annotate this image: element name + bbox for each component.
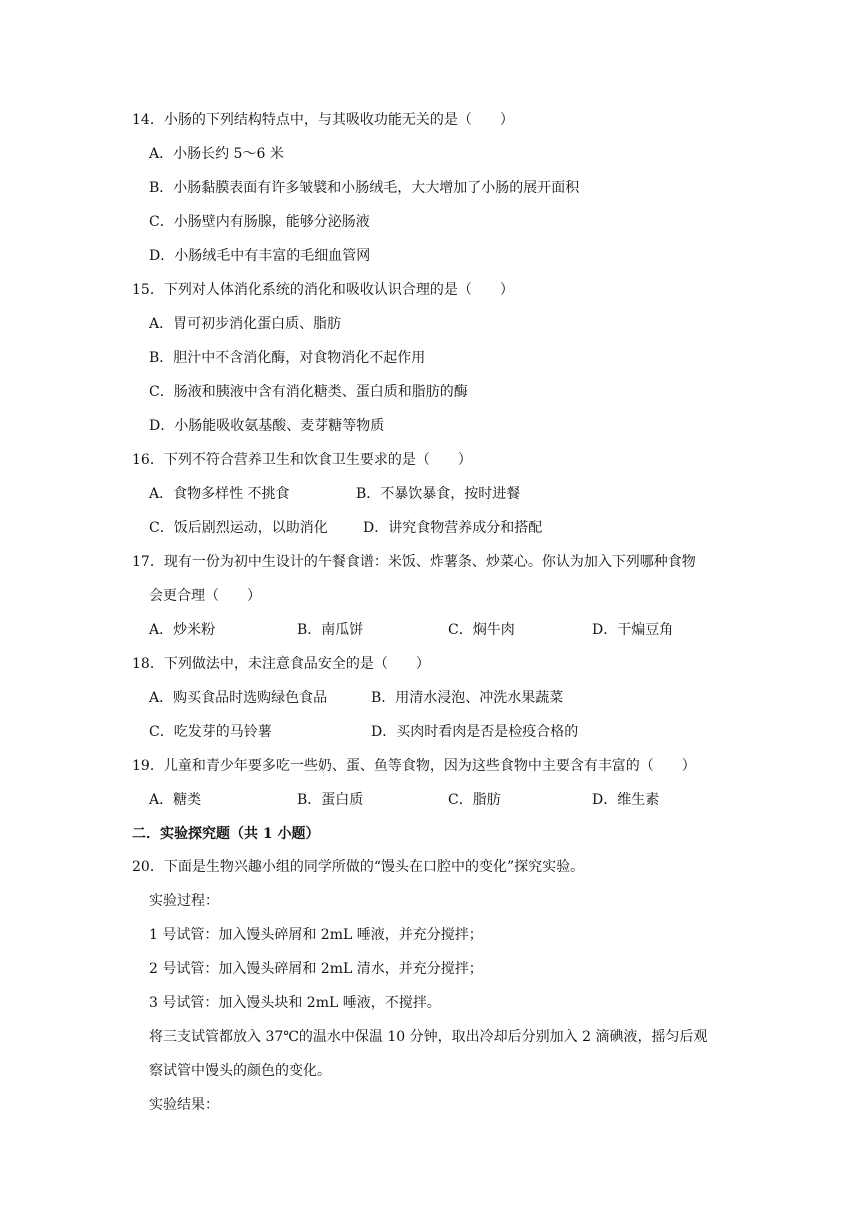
q15-option-a: A．胃可初步消化蛋白质、脂肪: [149, 316, 342, 332]
q14-option-b: B．小肠黏膜表面有许多皱襞和小肠绒毛，大大增加了小肠的展开面积: [149, 180, 580, 196]
q18-options-row1: [149, 689, 729, 707]
q16-option-c: C．饭后剧烈运动，以助消化: [149, 520, 328, 536]
q19-option-b: B．蛋白质: [297, 792, 364, 808]
q15-stem: 15．下列对人体消化系统的消化和吸收认识合理的是（ ）: [132, 282, 514, 298]
q14-stem: 14．小肠的下列结构特点中，与其吸收功能无关的是（ ）: [132, 112, 514, 128]
q18-option-d: D．买肉时看肉是否是检疫合格的: [371, 724, 579, 740]
q14-option-c: C．小肠壁内有肠腺，能够分泌肠液: [149, 214, 370, 230]
section-heading: 二．实验探究题（共 1 小题）: [132, 826, 320, 842]
q20-procedure-line1: 将三支试管都放入 37℃的温水中保温 10 分钟，取出冷却后分别加入 2 滴碘液，摇匀后观: [149, 1029, 708, 1045]
q17-option-d: D．干煸豆角: [592, 622, 674, 638]
q19-options-row: [149, 791, 729, 809]
q15-option-d: D．小肠能吸收氨基酸、麦芽糖等物质: [149, 418, 385, 434]
q20-procedure-line2: 察试管中馒头的颜色的变化。: [149, 1063, 331, 1079]
q20-tube1: 1 号试管：加入馒头碎屑和 2mL 唾液，并充分搅拌；: [149, 927, 483, 943]
q18-options-row2: [149, 723, 729, 741]
q16-options-row1: [149, 485, 729, 503]
q18-option-a: A．购买食品时选购绿色食品: [149, 690, 328, 706]
q20-tube2: 2 号试管：加入馒头碎屑和 2mL 清水，并充分搅拌；: [149, 961, 483, 977]
q19-option-c: C．脂肪: [448, 792, 501, 808]
q17-options-row: [149, 621, 729, 639]
q18-option-b: B．用清水浸泡、冲洗水果蔬菜: [371, 690, 564, 706]
q20-stem: 20．下面是生物兴趣小组的同学所做的“馒头在口腔中的变化”探究实验。: [132, 859, 585, 875]
q16-option-b: B．不暴饮暴食，按时进餐: [356, 486, 521, 502]
q17-option-a: A．炒米粉: [149, 622, 216, 638]
q17-stem-line1: 17．现有一份为初中生设计的午餐食谱：米饭、炸薯条、炒菜心。你认为加入下列哪种食物: [132, 554, 696, 570]
q20-result-label: 实验结果：: [149, 1097, 219, 1113]
q19-option-a: A．糖类: [149, 792, 202, 808]
q20-process-label: 实验过程：: [149, 893, 219, 909]
q16-option-d: D．讲究食物营养成分和搭配: [363, 520, 543, 536]
q19-stem: 19．儿童和青少年要多吃一些奶、蛋、鱼等食物，因为这些食物中主要含有丰富的（ ）: [132, 758, 696, 774]
q17-stem-line2: 会更合理（ ）: [149, 588, 261, 604]
q16-options-row2: [149, 519, 729, 537]
q20-tube3: 3 号试管：加入馒头块和 2mL 唾液，不搅拌。: [149, 995, 441, 1011]
q15-option-b: B．胆汁中不含消化酶，对食物消化不起作用: [149, 350, 426, 366]
q18-stem: 18．下列做法中，未注意食品安全的是（ ）: [132, 656, 430, 672]
q19-option-d: D．维生素: [592, 792, 660, 808]
q17-option-b: B．南瓜饼: [297, 622, 364, 638]
q14-option-a: A．小肠长约 5～6 米: [149, 146, 284, 162]
q14-option-d: D．小肠绒毛中有丰富的毛细血管网: [149, 248, 371, 264]
q17-option-c: C．焖牛肉: [448, 622, 515, 638]
q18-option-c: C．吃发芽的马铃薯: [149, 724, 272, 740]
q16-stem: 16．下列不符合营养卫生和饮食卫生要求的是（ ）: [132, 452, 472, 468]
q16-option-a: A．食物多样性 不挑食: [149, 486, 290, 502]
q15-option-c: C．肠液和胰液中含有消化糖类、蛋白质和脂肪的酶: [149, 384, 468, 400]
